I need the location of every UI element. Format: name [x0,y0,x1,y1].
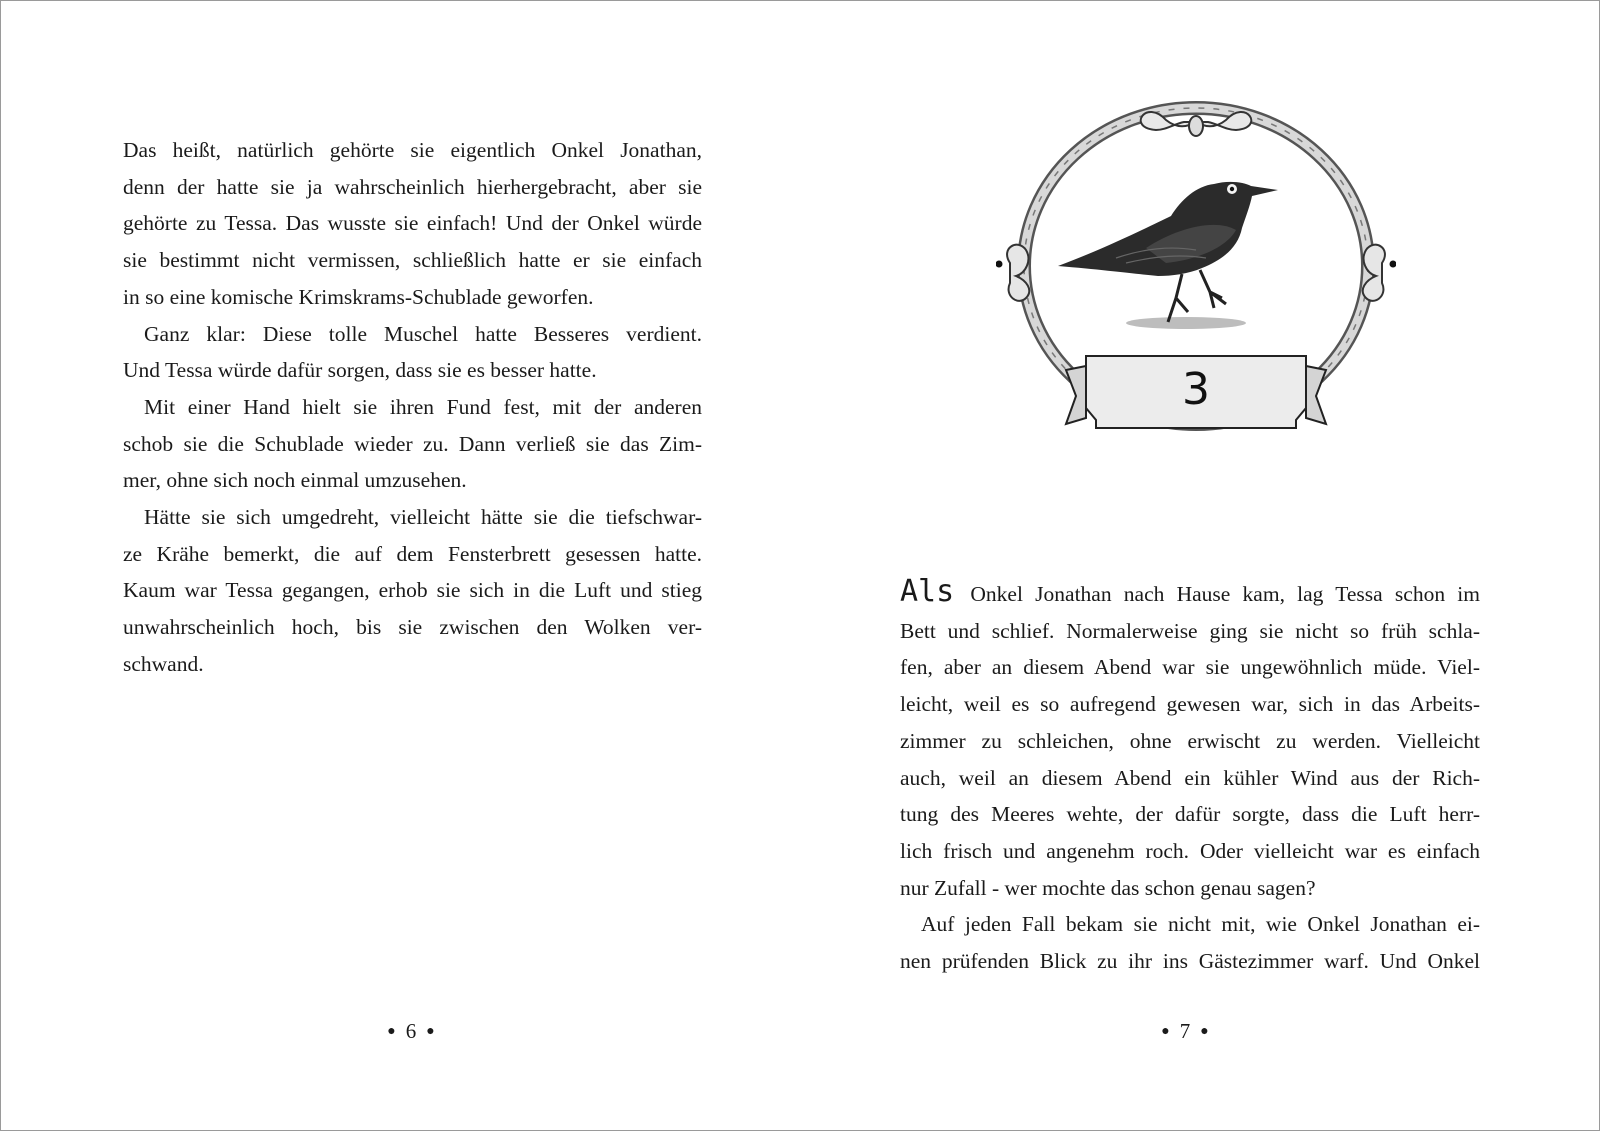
text-line: fen, aber an diesem Abend war sie ungewöhnlich müde. Viel- [900,655,1480,680]
right-page [800,1,1599,1130]
text-line: mer, ohne sich noch einmal umzusehen. [123,468,467,493]
text-line: leicht, weil es so aufregend gewesen war, sich in das Arbeits- [900,692,1480,717]
text-line: zimmer zu schleichen, ohne erwischt zu werden. Vielleicht [900,728,1480,753]
paragraph [900,574,1480,906]
paragraph [900,906,1480,979]
text-line: Und Tessa würde dafür sorgen, dass sie es besser hatte. [123,358,597,383]
text-line [900,574,1480,613]
paragraph [123,389,702,499]
text-line: schwand. [123,651,204,676]
text-line: in so eine komische Krimskrams-Schublade geworfen. [123,284,594,309]
chapter-emblem [996,98,1396,448]
text-line: Mit einer Hand hielt sie ihren Fund fest, mit der anderen [144,394,702,419]
text-line: lich frisch und angenehm roch. Oder vielleicht war es einfach [900,838,1480,863]
text-line: sie bestimmt nicht vermissen, schließlich hatte er sie einfach [123,248,702,273]
page-number [351,1019,471,1044]
left-page [1,1,800,1130]
text-line: Kaum war Tessa gegangen, erhob sie sich in die Luft und stieg [123,578,702,603]
text-line: gehörte zu Tessa. Das wusste sie einfach! Und der Onkel würde [123,211,702,236]
bullet-icon: ● [1200,1024,1209,1039]
text-line: Auf jeden Fall bekam sie nicht mit, wie Onkel Jonathan ei- [921,912,1480,937]
chapter-number: 3 [1182,364,1210,415]
text-line: Das heißt, natürlich gehörte sie eigentlich Onkel Jonathan, [123,138,702,162]
paragraph [123,316,702,389]
drop-word: Als [900,574,955,609]
bullet-icon: ● [1161,1024,1170,1039]
bullet-icon: ● [387,1024,396,1039]
text-line: auch, weil an diesem Abend ein kühler Wind aus der Rich- [900,765,1480,790]
text-line: Ganz klar: Diese tolle Muschel hatte Besseres verdient. [144,321,702,346]
text-line: Bett und schlief. Normalerweise ging sie nicht so früh schla- [900,618,1480,643]
bullet-icon: ● [426,1024,435,1039]
paragraph [123,132,702,316]
text-line: nur Zufall - wer mochte das schon genau sagen? [900,875,1316,900]
text-line: nen prüfenden Blick zu ihr ins Gästezimmer warf. Und Onkel [900,949,1480,974]
text-line: ze Krähe bemerkt, die auf dem Fensterbrett gesessen hatte. [123,541,702,566]
text-line: denn der hatte sie ja wahrscheinlich hierhergebracht, aber sie [123,174,702,199]
text-line: schob sie die Schublade wieder zu. Dann verließ sie das Zim- [123,431,702,456]
left-page-body [123,132,702,683]
paragraph [123,499,702,683]
text-line: Hätte sie sich umgedreht, vielleicht hätte sie die tiefschwar- [144,505,702,530]
page-number-value: 7 [1179,1019,1191,1043]
page-number-value: 6 [405,1019,417,1043]
right-page-body [900,574,1480,980]
page-number [1125,1019,1245,1044]
text-line: tung des Meeres wehte, der dafür sorgte, dass die Luft herr- [900,802,1480,827]
text-line-rest: Onkel Jonathan nach Hause kam, lag Tessa schon im [958,582,1480,606]
text-line: unwahrscheinlich hoch, bis sie zwischen den Wolken ver- [123,615,702,640]
